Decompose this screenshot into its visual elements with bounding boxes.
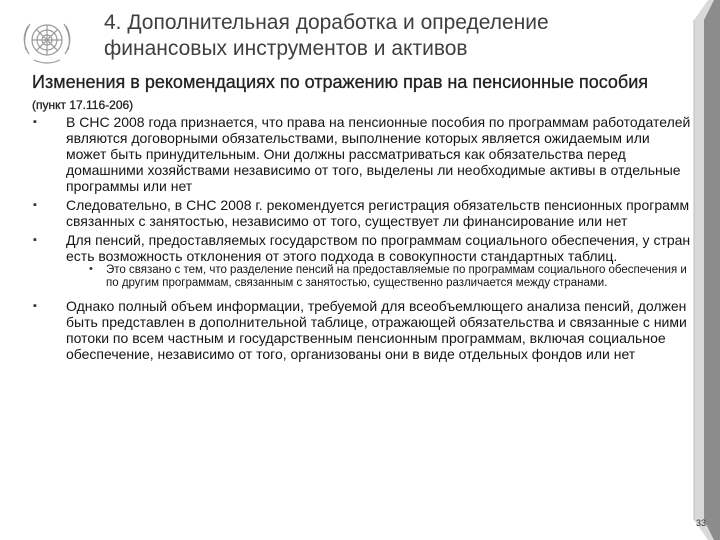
- list-item: [22, 298, 692, 362]
- un-emblem-icon: [16, 14, 78, 68]
- sub-bullet-icon: •: [89, 263, 93, 275]
- bullet-text: Для пенсий, предоставляемых государством по программам социального обеспечения, у стран есть возможность отклонения от этого подхода в совокупности стандартных таблиц.: [66, 232, 691, 264]
- sub-list-item: [22, 264, 692, 290]
- slide-title: 4. Дополнительная доработка и определение финансовых инструментов и активов: [104, 11, 549, 60]
- subtitle-reference: (пункт 17.116-206): [32, 98, 134, 112]
- bullet-text: Однако полный объем информации, требуемой для всеобъемлющего анализа пенсий, должен быть представлен в дополнительной таблице, отражающей обязательства и связанные с ними потоки по всем частным и государственным пенсионным программам, включая социальное обеспечение, независимо от того, организованы они в виде отдельных фондов или нет: [66, 298, 687, 362]
- bullet-icon: ▪: [33, 116, 37, 128]
- decorative-side-panel: [676, 0, 720, 540]
- subtitle-text: Изменения в рекомендациях по отражению прав на пенсионные пособия: [32, 72, 649, 92]
- list-item: [22, 114, 692, 194]
- bullet-text: Следовательно, в СНС 2008 г. рекомендуется регистрация обязательств пенсионных программ связанных с занятостью, независимо от того, существует ли финансирование или нет: [66, 197, 690, 229]
- page-number: 33: [695, 518, 706, 528]
- bullet-icon: ▪: [33, 300, 37, 312]
- bullet-icon: ▪: [33, 234, 37, 246]
- bullet-text: В СНС 2008 года признается, что права на пенсионные пособия по программам работодателей являются договорными обязательствами, выполнение которых является ожидаемым или может быть принудительным. Они должны рассматриваться как обязательства перед домашними хозяйствами независимо от того, выделены ли необходимые активы в отдельные программы или нет: [66, 114, 691, 194]
- bullet-icon: ▪: [33, 199, 37, 211]
- list-item: [22, 197, 692, 229]
- sub-bullet-text: Это связано с тем, что разделение пенсий на предоставляемые по программам социального обеспечения и по другим программам, связанным с занятостью, существенно различается между странами.: [106, 264, 687, 289]
- list-item: [22, 232, 692, 264]
- slide-subtitle: [32, 72, 682, 116]
- bullet-list: [22, 114, 692, 362]
